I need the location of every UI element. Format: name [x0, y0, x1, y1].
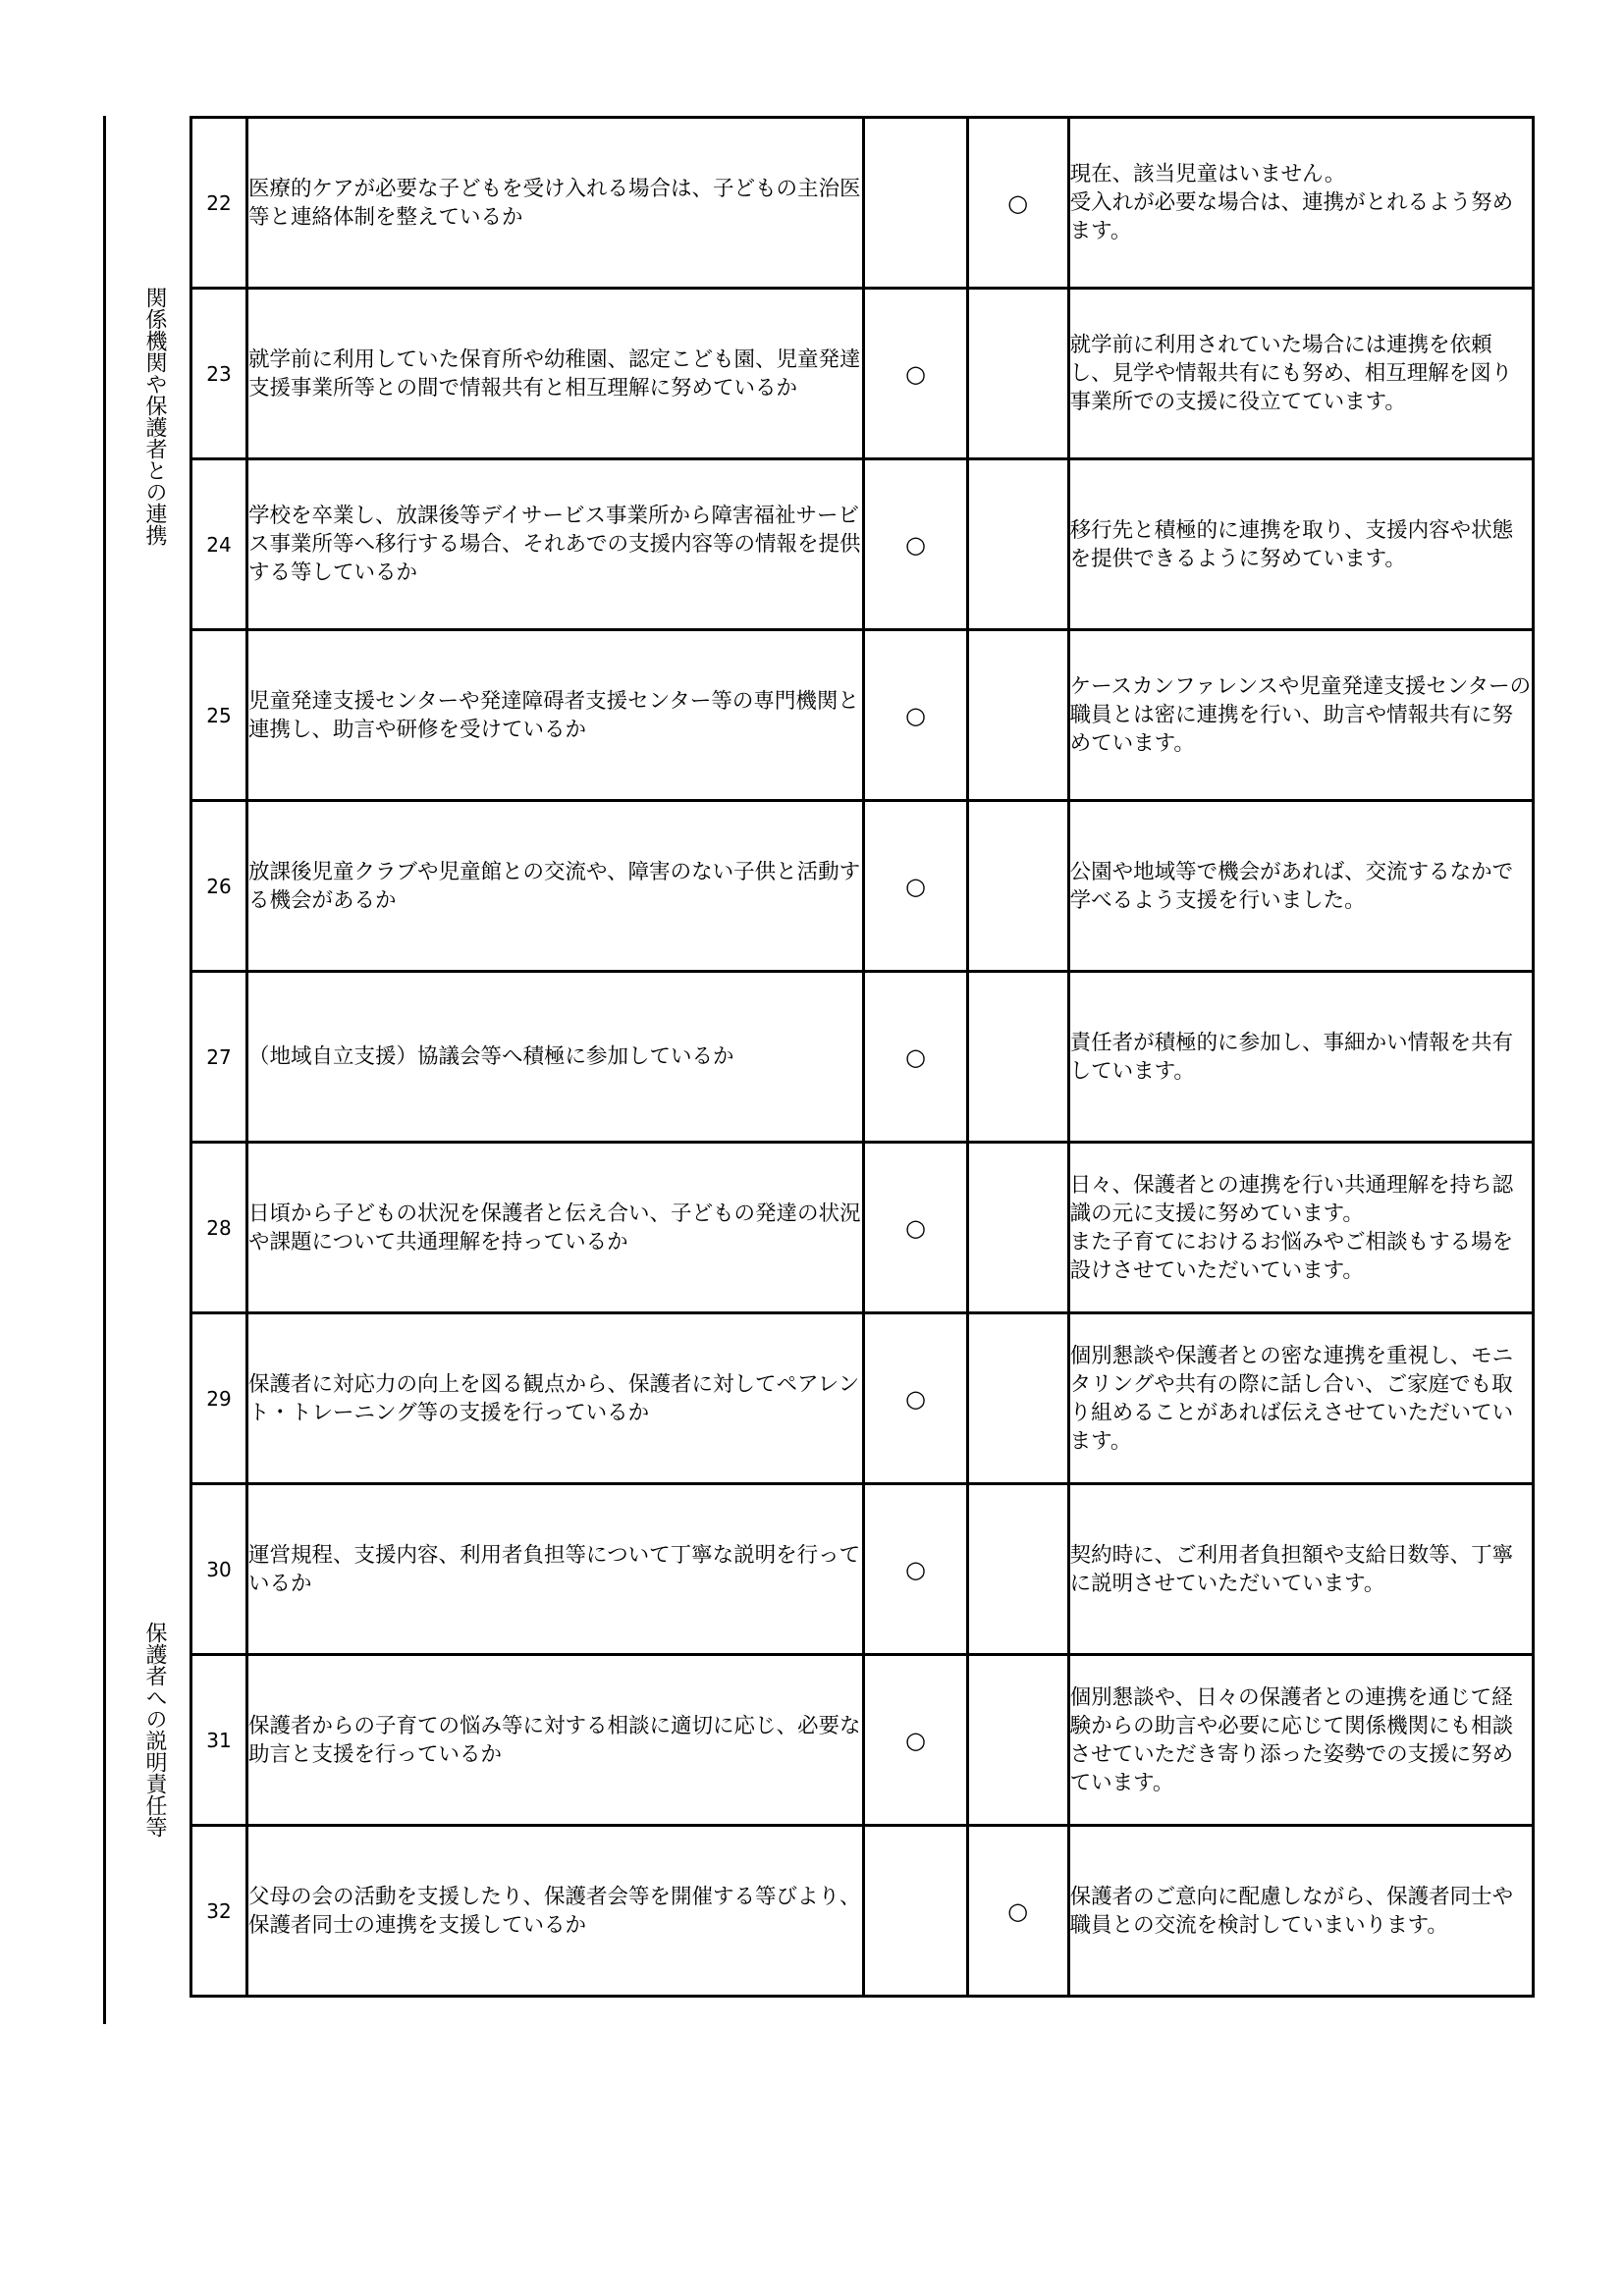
- item-number: 28: [191, 1143, 247, 1313]
- item-comment: 契約時に、ご利用者負担額や支給日数等、丁寧に説明させていただいています。: [1068, 1484, 1533, 1655]
- table-row: [191, 1313, 1534, 1484]
- item-number: 24: [191, 459, 247, 630]
- item-question: 児童発達支援センターや発達障碍者支援センター等の専門機関と連携し、助言や研修を受けているか: [247, 630, 864, 801]
- item-comment: 個別懇談や、日々の保護者との連携を通じて経験からの助言や必要に応じて関係機関にも相談させていただき寄り添った姿勢での支援に努めています。: [1068, 1655, 1533, 1826]
- table-row: [191, 459, 1534, 630]
- item-question: 就学前に利用していた保育所や幼稚園、認定こども園、児童発達支援事業所等との間で情報共有と相互理解に努めているか: [247, 289, 864, 459]
- item-number: 25: [191, 630, 247, 801]
- table-row: [191, 801, 1534, 972]
- check-no: [967, 1655, 1068, 1826]
- item-comment: 保護者のご意向に配慮しながら、保護者同士や職員との交流を検討していまいります。: [1068, 1826, 1533, 1997]
- item-comment: ケースカンファレンスや児童発達支援センターの職員とは密に連携を行い、助言や情報共有に努めています。: [1068, 630, 1533, 801]
- check-no: [967, 630, 1068, 801]
- table-row: [191, 1655, 1534, 1826]
- check-yes: ○: [864, 459, 967, 630]
- table-row: [191, 1826, 1534, 1997]
- item-question: 医療的ケアが必要な子どもを受け入れる場合は、子どもの主治医等と連絡体制を整えているか: [247, 118, 864, 289]
- evaluation-table: [189, 116, 1535, 1998]
- item-comment: 責任者が積極的に参加し、事細かい情報を共有しています。: [1068, 972, 1533, 1143]
- item-question: 学校を卒業し、放課後等デイサービス事業所から障害福祉サービス事業所等へ移行する場合、それあでの支援内容等の情報を提供する等しているか: [247, 459, 864, 630]
- check-yes: ○: [864, 1143, 967, 1313]
- check-no: [967, 1484, 1068, 1655]
- item-question: 運営規程、支援内容、利用者負担等について丁寧な説明を行っているか: [247, 1484, 864, 1655]
- section-label-cooperation: 関係機関や保護者との連携: [142, 287, 167, 546]
- item-comment: 公園や地域等で機会があれば、交流するなかで学べるよう支援を行いました。: [1068, 801, 1533, 972]
- check-no: [967, 801, 1068, 972]
- table-row: [191, 1484, 1534, 1655]
- table-row: [191, 630, 1534, 801]
- section-divider-line: [103, 116, 106, 2024]
- check-yes: [864, 118, 967, 289]
- check-no: [967, 459, 1068, 630]
- check-yes: [864, 1826, 967, 1997]
- check-no: [967, 289, 1068, 459]
- check-yes: ○: [864, 289, 967, 459]
- check-no: ○: [967, 118, 1068, 289]
- item-question: （地域自立支援）協議会等へ積極に参加しているか: [247, 972, 864, 1143]
- item-comment: 個別懇談や保護者との密な連携を重視し、モニタリングや共有の際に話し合い、ご家庭でも取り組めることがあれば伝えさせていただいています。: [1068, 1313, 1533, 1484]
- check-yes: ○: [864, 1484, 967, 1655]
- item-number: 23: [191, 289, 247, 459]
- section-label-accountability: 保護者への説明責任等: [142, 1622, 167, 1838]
- check-no: [967, 1143, 1068, 1313]
- item-comment: 現在、該当児童はいません。 受入れが必要な場合は、連携がとれるよう努めます。: [1068, 118, 1533, 289]
- check-yes: ○: [864, 1313, 967, 1484]
- table-row: [191, 972, 1534, 1143]
- item-question: 保護者に対応力の向上を図る観点から、保護者に対してペアレント・トレーニング等の支援を行っているか: [247, 1313, 864, 1484]
- item-question: 父母の会の活動を支援したり、保護者会等を開催する等びより、保護者同士の連携を支援しているか: [247, 1826, 864, 1997]
- item-number: 29: [191, 1313, 247, 1484]
- check-no: ○: [967, 1826, 1068, 1997]
- item-number: 32: [191, 1826, 247, 1997]
- item-number: 27: [191, 972, 247, 1143]
- item-comment: 就学前に利用されていた場合には連携を依頼し、見学や情報共有にも努め、相互理解を図り事業所での支援に役立てています。: [1068, 289, 1533, 459]
- item-number: 22: [191, 118, 247, 289]
- check-yes: ○: [864, 972, 967, 1143]
- item-comment: 移行先と積極的に連携を取り、支援内容や状態を提供できるように努めています。: [1068, 459, 1533, 630]
- table-row: [191, 1143, 1534, 1313]
- check-yes: ○: [864, 801, 967, 972]
- item-number: 26: [191, 801, 247, 972]
- check-yes: ○: [864, 1655, 967, 1826]
- check-yes: ○: [864, 630, 967, 801]
- check-no: [967, 972, 1068, 1143]
- item-question: 日頃から子どもの状況を保護者と伝え合い、子どもの発達の状況や課題について共通理解を持っているか: [247, 1143, 864, 1313]
- check-no: [967, 1313, 1068, 1484]
- item-number: 31: [191, 1655, 247, 1826]
- item-comment: 日々、保護者との連携を行い共通理解を持ち認識の元に支援に努めています。 また子育てにおけるお悩みやご相談もする場を設けさせていただいています。: [1068, 1143, 1533, 1313]
- item-question: 保護者からの子育ての悩み等に対する相談に適切に応じ、必要な助言と支援を行っているか: [247, 1655, 864, 1826]
- table-row: [191, 118, 1534, 289]
- table-row: [191, 289, 1534, 459]
- item-number: 30: [191, 1484, 247, 1655]
- item-question: 放課後児童クラブや児童館との交流や、障害のない子供と活動する機会があるか: [247, 801, 864, 972]
